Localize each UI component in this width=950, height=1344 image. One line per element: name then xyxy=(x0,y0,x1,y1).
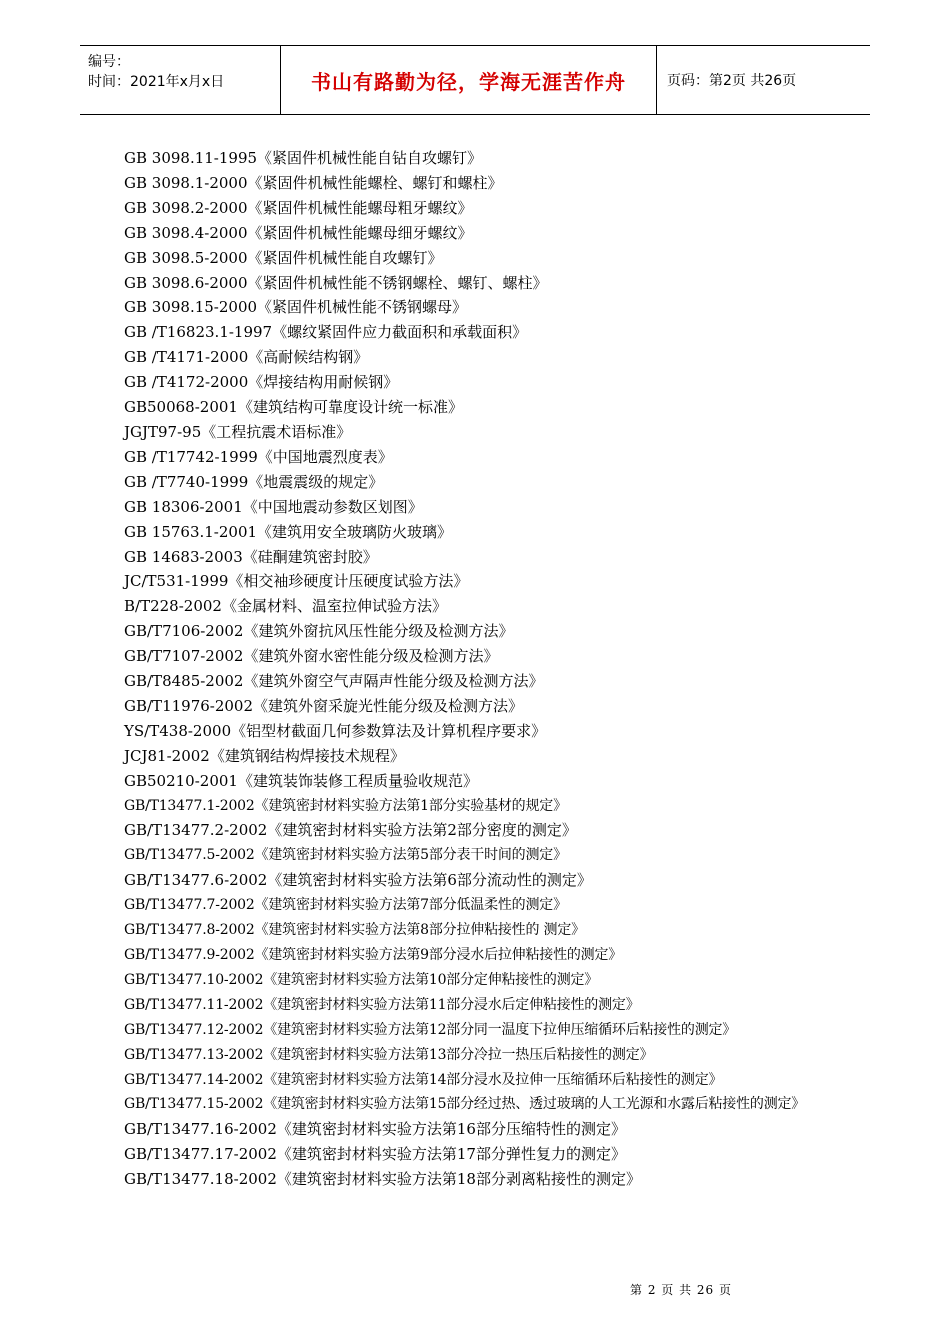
list-item: GB/T7107-2002《建筑外窗水密性能分级及检测方法》 xyxy=(124,647,499,666)
list-item: GB /T17742-1999《中国地震烈度表》 xyxy=(124,447,393,466)
list-item: JC/T531-1999《相交袖珍硬度计压硬度试验方法》 xyxy=(124,572,469,591)
list-item: GB/T13477.10-2002《建筑密封材料实验方法第10部分定伸粘接性的测定》 xyxy=(124,971,599,988)
footer-page-number: 第 2 页 共 26 页 xyxy=(630,1283,732,1297)
list-item: GB/T13477.12-2002《建筑密封材料实验方法第12部分同一温度下拉伸压缩循环后粘接性的测定》 xyxy=(124,1021,737,1038)
list-item: GB 3098.1-2000《紧固件机械性能螺栓、螺钉和螺柱》 xyxy=(124,173,503,192)
list-item: GB/T13477.6-2002《建筑密封材料实验方法第6部分流动性的测定》 xyxy=(124,871,592,890)
list-item: B/T228-2002《金属材料、温室拉伸试验方法》 xyxy=(124,597,447,616)
list-item: GB50068-2001《建筑结构可靠度设计统一标准》 xyxy=(124,398,463,417)
list-item: GB /T7740-1999《地震震级的规定》 xyxy=(124,472,384,491)
list-item: GB/T13477.11-2002《建筑密封材料实验方法第11部分浸水后定伸粘接性的测定》 xyxy=(124,996,640,1013)
time-label: 时间：2021年x月x日 xyxy=(88,74,225,90)
list-item: GB 3098.5-2000《紧固件机械性能自攻螺钉》 xyxy=(124,248,443,267)
list-item: GB/T8485-2002《建筑外窗空气声隔声性能分级及检测方法》 xyxy=(124,672,544,691)
list-item: GB 3098.2-2000《紧固件机械性能螺母粗牙螺纹》 xyxy=(124,198,473,217)
list-item: GB/T13477.9-2002《建筑密封材料实验方法第9部分浸水后拉伸粘接性的测定》 xyxy=(124,947,623,963)
list-item: GB 3098.11-1995《紧固件机械性能自钻自攻螺钉》 xyxy=(124,149,483,167)
list-item: GB/T7106-2002《建筑外窗抗风压性能分级及检测方法》 xyxy=(124,622,514,641)
list-item: GB50210-2001《建筑装饰装修工程质量验收规范》 xyxy=(124,771,478,790)
list-item: GB/T11976-2002《建筑外窗采旋光性能分级及检测方法》 xyxy=(124,696,524,715)
code-label: 编号： xyxy=(88,54,130,70)
list-item: GB/T13477.13-2002《建筑密封材料实验方法第13部分冷拉一热压后粘接性的测定》 xyxy=(124,1046,654,1063)
list-item: GB/T13477.2-2002《建筑密封材料实验方法第2部分密度的测定》 xyxy=(124,821,577,840)
list-item: GB 14683-2003《硅酮建筑密封胶》 xyxy=(124,547,378,566)
list-item: GB/T13477.8-2002《建筑密封材料实验方法第8部分拉伸粘接性的 测定》 xyxy=(124,922,585,939)
header-page-info: 页码：第2页 共26页 xyxy=(667,73,797,89)
list-item: GB 3098.6-2000《紧固件机械性能不锈钢螺栓、螺钉、螺柱》 xyxy=(124,273,548,292)
standards-list xyxy=(88,146,864,1192)
list-item: GB/T13477.1-2002《建筑密封材料实验方法第1部分实验基材的规定》 xyxy=(124,797,567,814)
list-item: GB/T13477.14-2002《建筑密封材料实验方法第14部分浸水及拉伸一压缩循环后粘接性的测定》 xyxy=(124,1071,723,1088)
list-item: GB/T13477.5-2002《建筑密封材料实验方法第5部分表干时间的测定》 xyxy=(124,847,567,864)
list-item: GB /T16823.1-1997《螺纹紧固件应力截面积和承载面积》 xyxy=(124,323,528,342)
header-motto: 书山有路勤为径，学海无涯苦作舟 xyxy=(280,46,657,114)
list-item: GB/T13477.18-2002《建筑密封材料实验方法第18部分剥离粘接性的测定》 xyxy=(124,1170,641,1189)
list-item: JCJ81-2002《建筑钢结构焊接技术规程》 xyxy=(124,746,405,765)
list-item: GB 3098.4-2000《紧固件机械性能螺母细牙螺纹》 xyxy=(124,223,473,242)
list-item: GB 3098.15-2000《紧固件机械性能不锈钢螺母》 xyxy=(124,298,468,317)
list-item: YS/T438-2000《铝型材截面几何参数算法及计算机程序要求》 xyxy=(124,721,547,740)
list-item: GB/T13477.15-2002《建筑密封材料实验方法第15部分经过热、透过玻璃的人工光源和水露后粘接性的测定》 xyxy=(124,1096,806,1113)
list-item: GB /T4171-2000《高耐候结构钢》 xyxy=(124,348,369,367)
page-footer xyxy=(0,1281,950,1298)
page-header xyxy=(80,45,870,115)
list-item: GB 15763.1-2001《建筑用安全玻璃防火玻璃》 xyxy=(124,522,453,541)
list-item: GB/T13477.7-2002《建筑密封材料实验方法第7部分低温柔性的测定》 xyxy=(124,897,567,914)
list-item: GB/T13477.16-2002《建筑密封材料实验方法第16部分压缩特性的测定》 xyxy=(124,1120,626,1139)
list-item: GB /T4172-2000《焊接结构用耐候钢》 xyxy=(124,373,399,392)
list-item: JGJT97-95《工程抗震术语标准》 xyxy=(124,422,352,441)
list-item: GB 18306-2001《中国地震动参数区划图》 xyxy=(124,497,423,516)
header-meta xyxy=(80,46,280,114)
list-item: GB/T13477.17-2002《建筑密封材料实验方法第17部分弹性复力的测定》 xyxy=(124,1145,626,1164)
